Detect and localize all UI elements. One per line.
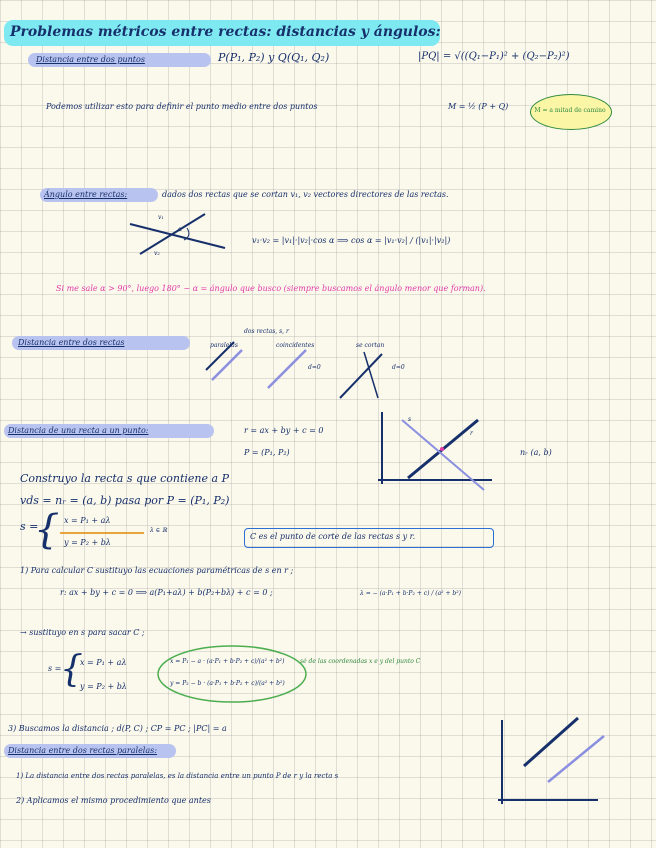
s4-lambda-res: λ = − (a·P₁ + b·P₂ + c) / (a² + b²)	[360, 590, 462, 597]
s5-heading: Distancia entre dos rectas paralelas:	[8, 746, 157, 755]
s4-vector: vds = nᵣ = (a, b) pasa por P = (P₁, P₂)	[20, 494, 230, 507]
s4-param2: y = P₂ + bλ	[64, 538, 111, 547]
angle-line-2	[140, 214, 205, 254]
case2-line	[268, 350, 306, 388]
s4-step1: 1) Para calcular C sustituyo las ecuaciones paramétricas de s en r ;	[20, 566, 294, 575]
case3-line-b	[364, 352, 378, 398]
s4-subst: r: ax + by + c = 0 ⟹ a(P₁+aλ) + b(P₂+bλ) + c = 0 ;	[60, 588, 273, 597]
s1-note: Podemos utilizar esto para definir el punto medio entre dos puntos	[46, 102, 318, 111]
s4-step2: → sustituyo en s para sacar C ;	[20, 628, 145, 637]
s5-line1: 1) La distancia entre dos rectas paralelas, es la distancia entre un punto P de r y la recta s	[16, 772, 339, 780]
point-c	[440, 447, 444, 451]
s4-sx: x = P₁ + aλ	[80, 658, 127, 667]
s4-brace-2: {	[60, 649, 83, 690]
case1-line-a	[212, 350, 242, 380]
s2-formula: v₁·v₂ = |v₁|·|v₂|·cos α ⟹ cos α = |v₁·v₂| / (|v₁|·|v₂|)	[252, 236, 451, 245]
s3-mark-se-cortan: d=0	[392, 364, 405, 371]
s5-line2: 2) Aplicamos el mismo procedimiento que antes	[16, 796, 211, 805]
s4-s-label-2: s =	[48, 664, 62, 673]
s1-heading: Distancia entre dos puntos	[36, 55, 145, 64]
s3-case-paralelas: paralelas	[210, 342, 238, 349]
s3-case-se-cortan: se cortan	[356, 342, 385, 349]
label-s: s	[408, 416, 412, 423]
s4-sy: y = P₂ + bλ	[80, 682, 127, 691]
s4-param1: x = P₁ + aλ	[64, 516, 111, 525]
s4-s-label: s =	[20, 520, 39, 533]
s2-heading: Ángulo entre rectas:	[44, 190, 128, 199]
parallel-r	[524, 718, 578, 766]
s1-points: P(P₁, P₂) y Q(Q₁, Q₂)	[218, 51, 330, 64]
s4-heading: Distancia de una recta a un punto:	[8, 426, 149, 435]
s4-c1: x = P₁ − a · (a·P₁ + b·P₂ + c)/(a² + b²)	[170, 658, 285, 665]
label-v1: v₁	[158, 214, 164, 221]
s2-pink-note: Si me sale α > 90°, luego 180° − α = ángulo que busco (siempre buscamos el ángulo menor que forman).	[56, 284, 486, 293]
s4-eq: r = ax + by + c = 0	[244, 426, 324, 435]
s3-mark-coincidentes: d=0	[308, 364, 321, 371]
s2-text: dados dos rectas que se cortan v₁, v₂ vectores directores de las rectas.	[162, 190, 449, 199]
label-alpha: α	[178, 226, 183, 233]
c-coords-oval	[158, 646, 306, 702]
label-v2: v₂	[154, 250, 160, 257]
s4-point: P = (P₁, P₂)	[244, 448, 290, 457]
page-title: Problemas métricos entre rectas: distancias y ángulos:	[10, 24, 441, 40]
s4-param-underline	[60, 532, 144, 534]
s4-normal: nᵣ (a, b)	[520, 448, 552, 457]
s3-case-coincidentes: coincidentes	[276, 342, 315, 349]
s1-midpoint: M = ½ (P + Q)	[448, 102, 509, 111]
s3-sub: dos rectas, s, r	[244, 328, 289, 335]
s4-green-note: sé de las coordenadas x e y del punto C	[300, 658, 421, 665]
s4-brace: {	[34, 507, 60, 553]
s4-step3: 3) Buscamos la distancia ; d(P, C) ; CP = PC ; |PC| = a	[8, 724, 227, 733]
s4-lambda: λ ∈ ℝ	[150, 527, 168, 534]
label-r: r	[470, 430, 473, 437]
s4-box-text: C es el punto de corte de las rectas s y r.	[250, 532, 416, 541]
s1-distance-formula: |PQ| = √((Q₁−P₁)² + (Q₂−P₂)²)	[418, 51, 570, 62]
parallel-s	[548, 736, 604, 782]
s4-c2: y = P₂ − b · (a·P₁ + b·P₂ + c)/(a² + b²)	[170, 680, 285, 687]
s4-construct: Construyo la recta s que contiene a P	[20, 472, 229, 485]
s1-bubble-text: M = a mitad de camino	[534, 107, 606, 114]
s3-heading: Distancia entre dos rectas	[18, 338, 125, 347]
